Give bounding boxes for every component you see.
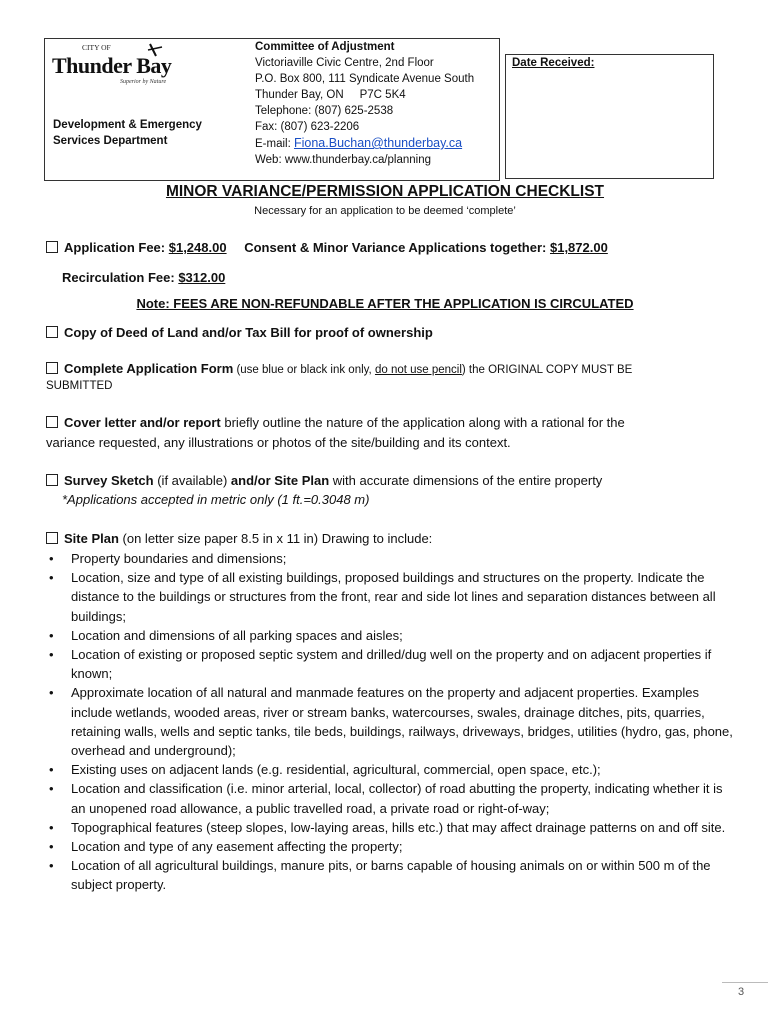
page-subtitle: Necessary for an application to be deemed ‘complete’ — [254, 205, 516, 217]
list-item: • Location and classification (i.e. minor arterial, local, collector) of road abutting the property, indicating whether it is an unopened road allowance, a public travelled road, a private road or right-of-way; — [46, 779, 736, 817]
office-web: Web: www.thunderbay.ca/planning — [255, 154, 432, 166]
date-received-box[interactable] — [505, 54, 714, 179]
form-line2: SUBMITTED — [46, 380, 113, 392]
office-info: Committee of Adjustment Victoriaville Civic Centre, 2nd Floor P.O. Box 800, 111 Syndicate Avenue South Thunder Bay, ON P7C 5K4 Telephone: (807) 625-2538 Fax: (807) 623-2206 E-mail: Fiona.Buchan@thunderbay.ca Web: www.thunderbay.ca/planning — [255, 41, 475, 166]
date-received-label: Date Received: — [512, 57, 595, 69]
list-item: • Topographical features (steep slopes, low-laying areas, hills etc.) that may affect drainage patterns on and off site. — [46, 818, 736, 837]
email-link[interactable]: Fiona.Buchan@thunderbay.ca — [293, 136, 463, 150]
checklist-item-survey: Survey Sketch (if available) and/or Site Plan with accurate dimensions of the entire property — [46, 471, 602, 490]
fee-row: Application Fee: $1,248.00 Consent & Minor Variance Applications together: $1,872.00 — [46, 238, 608, 257]
list-item: • Location, size and type of all existing buildings, proposed buildings and structures on the property. Indicate the distance to the buildings or structures from the front, rear and side lot lines and separation distances between all buildings; — [46, 568, 736, 626]
cover-checkbox[interactable] — [46, 416, 58, 428]
list-item: • Location and type of any easement affecting the property; — [46, 837, 736, 856]
logo-tagline-text: Superior by Nature — [120, 79, 167, 85]
siteplan-requirements-list — [46, 549, 736, 895]
logo-small-text: CITY OF — [82, 43, 111, 52]
checklist-item-siteplan: Site Plan (on letter size paper 8.5 in x 11 in) Drawing to include: — [46, 529, 432, 548]
office-line: Fax: (807) 623-2206 — [255, 121, 360, 133]
office-title: Committee of Adjustment — [255, 41, 395, 53]
survey-checkbox[interactable] — [46, 474, 58, 486]
office-line: Victoriaville Civic Centre, 2nd Floor — [255, 57, 434, 69]
page-number: 3 — [738, 986, 745, 998]
survey-note: *Applications accepted in metric only (1 ft.=0.3048 m) — [62, 492, 370, 507]
page-number-rule — [722, 982, 768, 983]
office-line: Thunder Bay, ON P7C 5K4 — [255, 89, 406, 101]
office-line: Telephone: (807) 625-2538 — [255, 105, 394, 117]
fee-checkbox[interactable] — [46, 241, 58, 253]
recirculation-fee: Recirculation Fee: $312.00 — [62, 270, 226, 285]
logo-name-text: Thunder Bay — [52, 53, 172, 78]
department-name: Development & Emergency Services Department — [53, 119, 202, 147]
checklist-item-deed: Copy of Deed of Land and/or Tax Bill for proof of ownership — [46, 323, 433, 342]
list-item: • Existing uses on adjacent lands (e.g. residential, agricultural, commercial, open space, etc.); — [46, 760, 736, 779]
checklist-item-form: Complete Application Form (use blue or black ink only, do not use pencil) the ORIGINAL COPY MUST BE — [46, 359, 726, 380]
list-item: • Location of all agricultural buildings, manure pits, or barns capable of housing animals on or within 500 m of the subject property. — [46, 856, 736, 894]
fee-note: Note: FEES ARE NON-REFUNDABLE AFTER THE APPLICATION IS CIRCULATED — [136, 296, 634, 311]
list-item: • Location and dimensions of all parking spaces and aisles; — [46, 626, 736, 645]
office-line: P.O. Box 800, 111 Syndicate Avenue South — [255, 73, 475, 85]
list-item: • Property boundaries and dimensions; — [46, 549, 736, 568]
city-logo — [52, 40, 202, 88]
list-item: • Location of existing or proposed septic system and drilled/dug well on the property and on adjacent properties if known; — [46, 645, 736, 683]
list-item: • Approximate location of all natural and manmade features on the property and adjacent properties. Examples include wetlands, wooded areas, river or stream banks, watercourses, swales, drainage ditches, pits, quarries, retaining walls, wells and septic tanks, tile beds, buildings, railways, driveways, bridges, utilities (hydro, gas, phone, overhead and underground); — [46, 683, 736, 760]
cover-line2: variance requested, any illustrations or photos of the site/building and its context. — [46, 435, 511, 450]
deed-checkbox[interactable] — [46, 326, 58, 338]
siteplan-checkbox[interactable] — [46, 532, 58, 544]
form-checkbox[interactable] — [46, 362, 58, 374]
checklist-item-cover: Cover letter and/or report briefly outline the nature of the application along with a rational for the — [46, 413, 736, 432]
page-title: MINOR VARIANCE/PERMISSION APPLICATION CHECKLIST — [165, 183, 605, 200]
